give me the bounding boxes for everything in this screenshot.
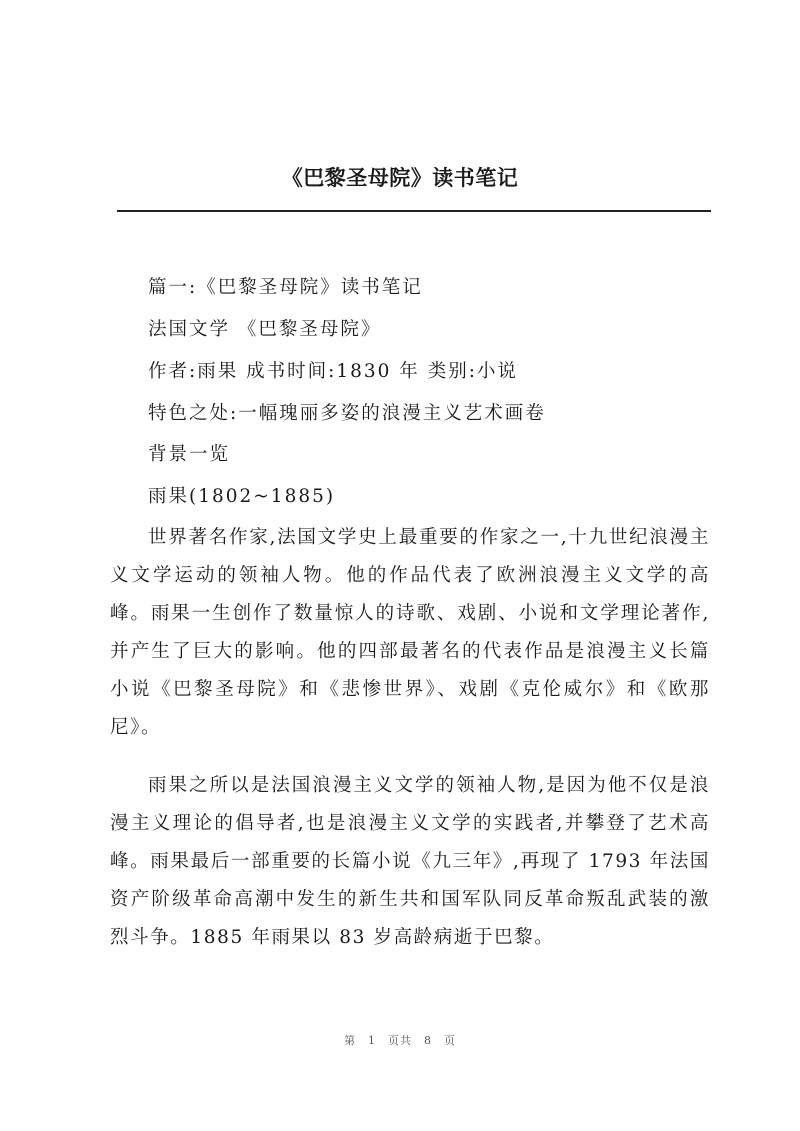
background-heading: 背景一览 (148, 444, 231, 465)
section-heading: 篇一:《巴黎圣母院》读书笔记 (148, 277, 423, 298)
footer-current-page: 1 (368, 1034, 376, 1047)
footer-prefix: 第 (344, 1034, 356, 1047)
author-line: 作者:雨果 成书时间:1830 年 类别:小说 (148, 361, 518, 382)
paragraph: 世界著名作家,法国文学史上最重要的作家之一,十九世纪浪漫主义文学运动的领袖人物。他的作品代表了欧洲浪漫主义文学的高峰。雨果一生创作了数量惊人的诗歌、戏剧、小说和文学理论著作,并产生了巨大的影响。他的四部最著名的代表作品是浪漫主义长篇小说《巴黎圣母院》和《悲惨世界》、戏剧《克伦威尔》和《欧那尼》。 (110, 527, 710, 738)
paragraph: 雨果之所以是法国浪漫主义文学的领袖人物,是因为他不仅是浪漫主义理论的倡导者,也是浪漫主义文学的实践者,并攀登了艺术高峰。雨果最后一部重要的长篇小说《九三年》,再现了 1793 年法国资产阶级革命高潮中发生的新生共和国军队同反革命叛乱武装的激烈斗争。1885 年雨果以 83 岁高龄病逝于巴黎。 (110, 775, 710, 948)
footer-suffix: 页 (444, 1034, 456, 1047)
footer-total-pages: 8 (424, 1034, 432, 1047)
page-title: 《巴黎圣母院》读书笔记 (281, 166, 519, 190)
subject-line: 法国文学 《巴黎圣母院》 (148, 319, 382, 340)
author-dates-line: 雨果(1802~1885) (148, 486, 336, 507)
title-divider (117, 210, 711, 212)
features-line: 特色之处:一幅瑰丽多姿的浪漫主义艺术画卷 (148, 403, 546, 424)
page-footer (0, 1032, 800, 1048)
footer-middle: 页共 (388, 1034, 412, 1047)
